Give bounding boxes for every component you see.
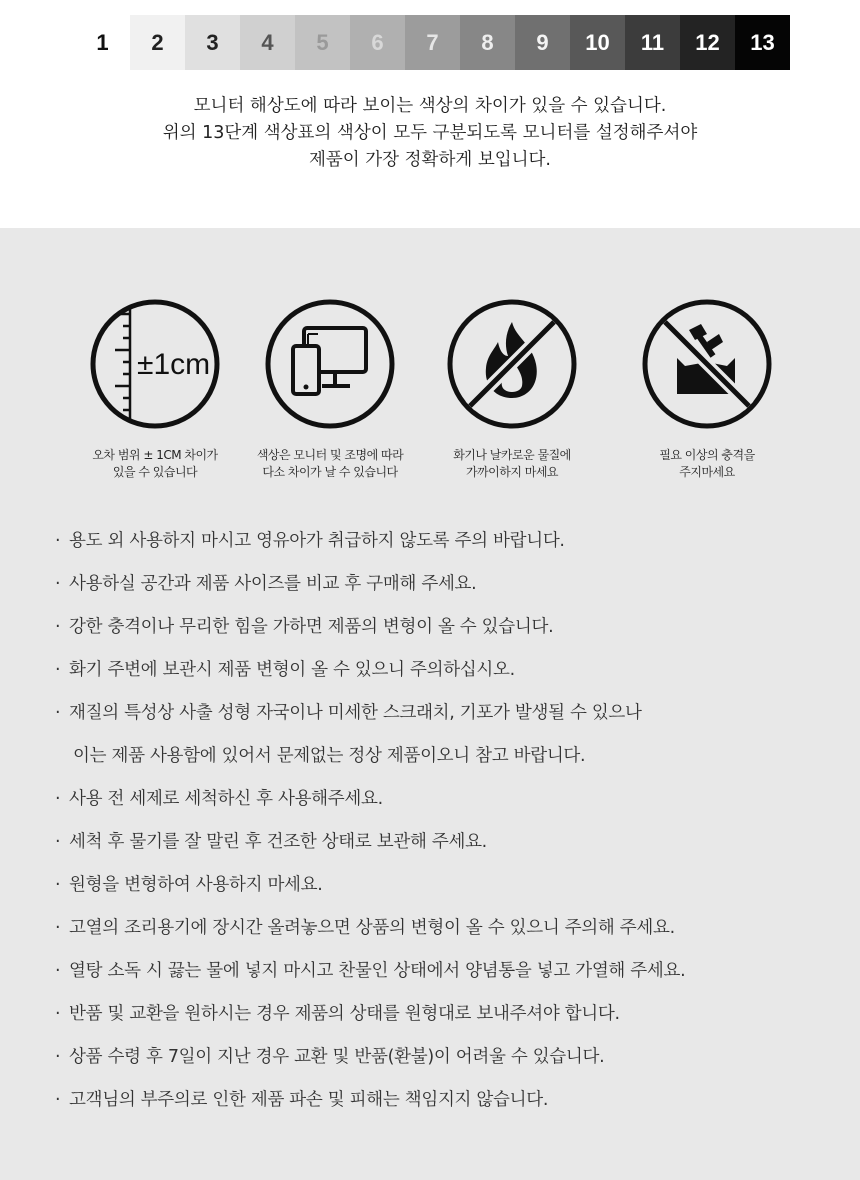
caution-item-impact bbox=[622, 294, 792, 481]
bullet: · bbox=[55, 660, 61, 680]
bullet: · bbox=[55, 875, 61, 895]
caution-item-tolerance bbox=[70, 294, 240, 481]
color-step-9: 9 bbox=[515, 15, 570, 70]
color-step-1: 1 bbox=[75, 15, 130, 70]
caution-note bbox=[55, 606, 835, 649]
color-calibration-section bbox=[0, 0, 860, 228]
note-text: 재질의 특성상 사출 성형 자국이나 미세한 스크래치, 기포가 발생될 수 있으나 bbox=[69, 703, 642, 723]
caution-note bbox=[55, 563, 835, 606]
caution-note bbox=[55, 821, 835, 864]
color-step-11: 11 bbox=[625, 15, 680, 70]
caption-impact-1: 필요 이상의 충격을 bbox=[659, 448, 755, 462]
monitor-notice bbox=[0, 93, 860, 174]
notice-line-1: 모니터 해상도에 따라 보이는 색상의 차이가 있을 수 있습니다. bbox=[193, 96, 667, 116]
note-text: 반품 및 교환을 원하시는 경우 제품의 상태를 원형대로 보내주셔야 합니다. bbox=[69, 1004, 620, 1024]
caution-note bbox=[55, 735, 835, 778]
caution-item-fire bbox=[427, 294, 597, 481]
color-step-13: 13 bbox=[735, 15, 790, 70]
ruler-icon bbox=[85, 294, 225, 434]
note-text: 사용하실 공간과 제품 사이즈를 비교 후 구매해 주세요. bbox=[69, 574, 477, 594]
caution-notes-list bbox=[55, 520, 835, 1122]
caution-note bbox=[55, 520, 835, 563]
note-text: 강한 충격이나 무리한 힘을 가하면 제품의 변형이 올 수 있습니다. bbox=[69, 617, 554, 637]
caption-tolerance-2: 있을 수 있습니다 bbox=[112, 465, 198, 479]
caption-color-1: 색상은 모니터 및 조명에 따라 bbox=[256, 448, 404, 462]
caution-note bbox=[55, 692, 835, 735]
note-text: 상품 수령 후 7일이 지난 경우 교환 및 반품(환불)이 어려울 수 있습니다. bbox=[69, 1047, 605, 1067]
bullet: · bbox=[55, 1090, 61, 1110]
color-step-4: 4 bbox=[240, 15, 295, 70]
note-text: 세척 후 물기를 잘 말린 후 건조한 상태로 보관해 주세요. bbox=[69, 832, 487, 852]
caution-note bbox=[55, 1036, 835, 1079]
caution-note bbox=[55, 649, 835, 692]
note-text: 원형을 변형하여 사용하지 마세요. bbox=[69, 875, 323, 895]
note-text: 고열의 조리용기에 장시간 올려놓으면 상품의 변형이 올 수 있으니 주의해 주세요. bbox=[69, 918, 675, 938]
caption-color-2: 다소 차이가 날 수 있습니다 bbox=[262, 465, 398, 479]
caution-note bbox=[55, 950, 835, 993]
bullet: · bbox=[55, 918, 61, 938]
bullet: · bbox=[55, 961, 61, 981]
color-step-10: 10 bbox=[570, 15, 625, 70]
bullet: · bbox=[55, 1047, 61, 1067]
bullet: · bbox=[55, 531, 61, 551]
caution-note bbox=[55, 864, 835, 907]
caution-section bbox=[0, 228, 860, 1180]
tolerance-text: ±1cm bbox=[137, 348, 211, 381]
color-step-6: 6 bbox=[350, 15, 405, 70]
no-impact-icon bbox=[637, 294, 777, 434]
color-step-12: 12 bbox=[680, 15, 735, 70]
bullet: · bbox=[55, 832, 61, 852]
caption-impact-2: 주지마세요 bbox=[679, 465, 735, 479]
note-text: 열탕 소독 시 끓는 물에 넣지 마시고 찬물인 상태에서 양념통을 넣고 가열해 주세요. bbox=[69, 961, 686, 981]
note-text: 용도 외 사용하지 마시고 영유아가 취급하지 않도록 주의 바랍니다. bbox=[69, 531, 565, 551]
caption-fire-2: 가까이하지 마세요 bbox=[465, 465, 559, 479]
caution-note bbox=[55, 1079, 835, 1122]
color-step-5: 5 bbox=[295, 15, 350, 70]
notice-line-2: 위의 13단계 색상표의 색상이 모두 구분되도록 모니터를 설정해주셔야 bbox=[162, 123, 698, 143]
caution-note bbox=[55, 907, 835, 950]
notice-line-3: 제품이 가장 정확하게 보입니다. bbox=[308, 150, 551, 170]
bullet: · bbox=[55, 617, 61, 637]
caution-note bbox=[55, 778, 835, 821]
note-text: 사용 전 세제로 세척하신 후 사용해주세요. bbox=[69, 789, 383, 809]
bullet: · bbox=[55, 789, 61, 809]
color-step-8: 8 bbox=[460, 15, 515, 70]
bullet: · bbox=[55, 574, 61, 594]
grayscale-calibration-bar bbox=[75, 15, 790, 70]
note-text: 이는 제품 사용함에 있어서 문제없는 정상 제품이오니 참고 바랍니다. bbox=[73, 746, 586, 766]
bullet: · bbox=[55, 703, 61, 723]
bullet: · bbox=[55, 1004, 61, 1024]
caution-note bbox=[55, 993, 835, 1036]
color-step-7: 7 bbox=[405, 15, 460, 70]
color-step-2: 2 bbox=[130, 15, 185, 70]
note-text: 화기 주변에 보관시 제품 변형이 올 수 있으니 주의하십시오. bbox=[69, 660, 515, 680]
note-text: 고객님의 부주의로 인한 제품 파손 및 피해는 책임지지 않습니다. bbox=[69, 1090, 549, 1110]
caution-item-color bbox=[245, 294, 415, 481]
color-step-3: 3 bbox=[185, 15, 240, 70]
caption-tolerance-1: 오차 범위 ± 1CM 차이가 bbox=[92, 448, 218, 462]
monitor-phone-icon bbox=[260, 294, 400, 434]
caption-fire-1: 화기나 날카로운 물질에 bbox=[453, 448, 571, 462]
no-fire-icon bbox=[442, 294, 582, 434]
